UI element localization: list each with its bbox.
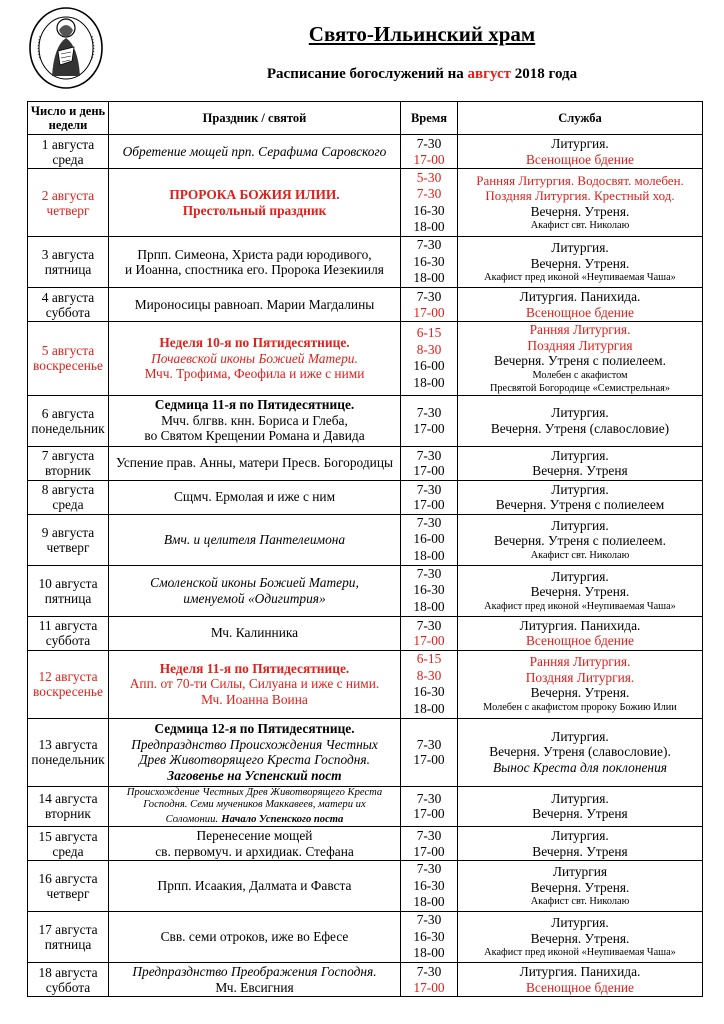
service-line: Вечерня. Утреня. xyxy=(530,584,630,599)
time-value: 16-30 xyxy=(413,253,445,269)
date-label: 16 августа xyxy=(38,871,98,886)
feast-cell xyxy=(109,237,401,288)
feast-line: Прпп. Симеона, Христа ради юродивого, xyxy=(137,246,372,262)
time-cell xyxy=(401,395,458,446)
time-cell xyxy=(401,169,458,237)
feast-cell xyxy=(109,135,401,169)
date-label: 9 августа xyxy=(41,524,95,540)
feast-line: Мч. Иоанна Воина xyxy=(201,691,308,707)
service-cell xyxy=(458,963,703,997)
time-value: 16-00 xyxy=(413,358,445,374)
date-label: 5 августа xyxy=(41,343,95,359)
feast-line: Смоленской иконы Божией Матери, xyxy=(150,575,359,590)
time-value: 7-30 xyxy=(416,617,442,633)
table-row xyxy=(28,786,703,827)
weekday-label: пятница xyxy=(44,590,92,606)
weekday-label: воскресенье xyxy=(33,358,103,374)
feast-line: ПРОРОКА БОЖИЯ ИЛИИ. xyxy=(169,187,340,202)
time-value: 8-30 xyxy=(416,341,442,357)
service-line: Литургия xyxy=(552,864,608,879)
time-cell xyxy=(401,135,458,169)
time-value: 18-00 xyxy=(413,270,445,286)
date-label: 10 августа xyxy=(38,575,98,591)
feast-text: Соломонии. xyxy=(165,813,219,825)
feast-line: и Иоанна, спостника его. Пророка Иезекииля xyxy=(125,262,384,277)
service-line: Акафист пред иконой «Неупиваемая Чаша» xyxy=(484,947,676,958)
time-value: 7-30 xyxy=(416,237,442,253)
service-cell xyxy=(458,480,703,514)
date-cell xyxy=(28,786,109,827)
time-value: 18-00 xyxy=(413,598,445,614)
service-line: Литургия. xyxy=(551,728,609,744)
time-value: 17-00 xyxy=(413,463,445,478)
feast-line: Успение прав. Анны, матери Пресв. Богородицы xyxy=(115,455,394,471)
service-cell xyxy=(458,135,703,169)
weekday-label: вторник xyxy=(45,806,91,822)
table-row xyxy=(28,861,703,912)
feast-line: именуемой «Одигитрия» xyxy=(183,590,326,606)
feast-cell xyxy=(109,718,401,786)
page-title: Свято-Ильинский храм xyxy=(308,22,536,46)
schedule-table xyxy=(27,101,703,997)
feast-line: Почаевской иконы Божией Матери. xyxy=(151,350,358,366)
subtitle-prefix: Расписание богослужений на xyxy=(266,66,468,82)
weekday-label: суббота xyxy=(45,979,91,995)
service-cell xyxy=(458,912,703,963)
service-cell xyxy=(458,237,703,288)
time-value: 17-00 xyxy=(413,979,445,995)
feast-line xyxy=(111,812,398,827)
time-value: 18-00 xyxy=(413,700,445,716)
service-line: Литургия. xyxy=(551,481,609,497)
time-value: 7-30 xyxy=(416,136,442,151)
date-cell xyxy=(28,616,109,650)
time-cell xyxy=(401,786,458,827)
time-cell xyxy=(401,446,458,480)
service-line: Вечерня. Утреня. xyxy=(530,879,630,895)
feast-line: Мироносицы равноап. Марии Магдалины xyxy=(134,296,375,312)
date-label: 4 августа xyxy=(41,289,95,305)
date-cell xyxy=(28,963,109,997)
feast-line: Господня. Семи мучеников Маккавеев, матери их xyxy=(143,799,366,810)
service-line: Всенощное бдение xyxy=(526,979,634,995)
feast-cell xyxy=(109,395,401,446)
service-line: Вечерня. Утреня. xyxy=(530,203,630,219)
service-cell xyxy=(458,395,703,446)
service-line: Ранняя Литургия. xyxy=(529,322,631,337)
date-label: 13 августа xyxy=(38,737,98,752)
time-value: 16-30 xyxy=(413,877,445,893)
date-cell xyxy=(28,565,109,616)
time-value: 7-30 xyxy=(416,790,442,806)
service-line: Акафист пред иконой «Неупиваемая Чаша» xyxy=(484,272,676,283)
weekday-label: четверг xyxy=(46,886,90,901)
service-line: Литургия. xyxy=(551,136,609,151)
feast-cell xyxy=(109,786,401,827)
service-line: Вечерня. Утреня с полиелеем. xyxy=(494,533,666,548)
date-cell xyxy=(28,514,109,565)
time-value: 16-30 xyxy=(413,928,445,944)
time-cell xyxy=(401,827,458,861)
table-row xyxy=(28,827,703,861)
service-line: Литургия. xyxy=(551,447,609,463)
service-line: Литургия. xyxy=(551,915,609,930)
feast-line: Сщмч. Ермолая и иже с ним xyxy=(173,489,336,505)
service-line: Вечерня. Утреня xyxy=(532,806,628,822)
service-line: Поздняя Литургия. Крестный ход. xyxy=(485,188,675,204)
time-value: 7-30 xyxy=(416,289,442,304)
table-row xyxy=(28,514,703,565)
date-cell xyxy=(28,237,109,288)
table-row xyxy=(28,395,703,446)
time-value: 17-00 xyxy=(413,420,445,436)
feast-line: Престольный праздник xyxy=(182,202,327,218)
feast-cell xyxy=(109,861,401,912)
date-cell xyxy=(28,650,109,718)
weekday-label: четверг xyxy=(46,539,90,555)
service-cell xyxy=(458,861,703,912)
time-value: 17-00 xyxy=(413,304,445,320)
service-line: Вечерня. Утреня. xyxy=(530,255,630,271)
service-cell xyxy=(458,322,703,396)
feast-line: Происхождение Честных Древ Животворящего Креста xyxy=(126,786,383,798)
service-line: Вечерня. Утреня (славословие) xyxy=(490,420,670,436)
service-line: Литургия. Панихида. xyxy=(519,964,641,979)
feast-line: Перенесение мощей xyxy=(196,828,313,843)
service-line: Молебен с акафистом пророку Божию Илии xyxy=(483,701,677,713)
service-line: Вечерня. Утреня. xyxy=(530,930,630,946)
date-label: 18 августа xyxy=(38,964,98,980)
weekday-label: среда xyxy=(52,151,84,167)
service-line: Литургия. Панихида. xyxy=(519,289,641,304)
fast-start-text: Начало Успенского поста xyxy=(221,813,344,825)
time-value: 16-00 xyxy=(413,531,445,547)
column-header-service: Служба xyxy=(458,102,703,135)
service-line: Вынос Креста для поклонения xyxy=(492,759,667,775)
date-cell xyxy=(28,480,109,514)
table-row xyxy=(28,288,703,322)
date-label: 7 августа xyxy=(41,448,95,463)
service-line: Пресвятой Богородице «Семистрельная» xyxy=(489,382,671,394)
service-line: Вечерня. Утреня (славословие). xyxy=(489,744,671,760)
date-cell xyxy=(28,135,109,169)
service-line: Литургия. xyxy=(551,240,609,255)
feast-cell xyxy=(109,827,401,861)
table-row xyxy=(28,718,703,786)
time-value: 6-15 xyxy=(416,325,442,341)
table-row xyxy=(28,963,703,997)
time-value: 17-00 xyxy=(413,806,445,822)
feast-line: Мчч. Трофима, Феофила и иже с ними xyxy=(144,366,365,381)
service-line: Акафист пред иконой «Неупиваемая Чаша» xyxy=(484,600,676,612)
service-line: Литургия. xyxy=(551,405,609,420)
time-cell xyxy=(401,237,458,288)
time-cell xyxy=(401,514,458,565)
schedule-body xyxy=(28,135,703,997)
date-cell xyxy=(28,861,109,912)
service-line: Литургия. xyxy=(551,517,609,533)
table-row xyxy=(28,446,703,480)
time-value: 18-00 xyxy=(413,547,445,563)
feast-line: Прпп. Исаакия, Далмата и Фавста xyxy=(157,878,352,894)
feast-cell xyxy=(109,322,401,396)
time-value: 16-30 xyxy=(413,684,445,699)
weekday-label: суббота xyxy=(45,304,91,320)
date-cell xyxy=(28,322,109,396)
service-line: Вечерня. Утреня с полиелеем xyxy=(495,497,665,512)
service-cell xyxy=(458,650,703,718)
page-subtitle xyxy=(120,66,724,83)
feast-line: Предпразднство Преображения Господня. xyxy=(132,964,377,979)
time-cell xyxy=(401,616,458,650)
time-value: 7-30 xyxy=(416,736,442,752)
feast-cell xyxy=(109,446,401,480)
service-line: Литургия. xyxy=(551,828,609,843)
time-cell xyxy=(401,565,458,616)
feast-cell xyxy=(109,480,401,514)
column-header-feast: Праздник / святой xyxy=(109,102,401,135)
service-line: Литургия. xyxy=(551,568,609,584)
feast-line: Свв. семи отроков, иже во Ефесе xyxy=(160,929,349,945)
date-label: 3 августа xyxy=(41,247,95,262)
table-row xyxy=(28,912,703,963)
time-value: 7-30 xyxy=(416,861,442,877)
time-cell xyxy=(401,963,458,997)
weekday-label: вторник xyxy=(45,463,91,478)
date-cell xyxy=(28,827,109,861)
table-row xyxy=(28,169,703,237)
time-value: 16-30 xyxy=(413,582,445,598)
time-value: 7-30 xyxy=(416,912,442,928)
feast-line: Апп. от 70-ти Силы, Силуана и иже с ними. xyxy=(129,676,380,692)
church-seal-logo xyxy=(28,6,104,90)
date-cell xyxy=(28,395,109,446)
table-row xyxy=(28,480,703,514)
time-cell xyxy=(401,912,458,963)
feast-line: Обретение мощей прп. Серафима Саровского xyxy=(122,143,387,159)
date-label: 14 августа xyxy=(38,791,98,807)
weekday-label: среда xyxy=(52,843,84,859)
date-cell xyxy=(28,169,109,237)
time-cell xyxy=(401,480,458,514)
service-line: Литургия. Панихида. xyxy=(519,617,641,633)
feast-cell xyxy=(109,288,401,322)
service-line: Вечерня. Утреня с полиелеем. xyxy=(494,353,666,368)
time-value: 7-30 xyxy=(416,481,442,497)
time-value: 18-00 xyxy=(413,374,445,390)
service-line: Акафист свт. Николаю xyxy=(530,220,630,232)
time-cell xyxy=(401,322,458,396)
date-label: 1 августа xyxy=(41,136,95,152)
time-cell xyxy=(401,718,458,786)
date-label: 15 августа xyxy=(38,828,98,844)
time-value: 6-15 xyxy=(416,651,442,666)
feast-line: св. первомуч. и архидиак. Стефана xyxy=(155,843,354,859)
service-line: Ранняя Литургия. xyxy=(529,654,631,670)
time-value: 7-30 xyxy=(416,514,442,530)
time-value: 7-30 xyxy=(416,964,442,979)
feast-line: Древ Животворящего Креста Господня. xyxy=(139,752,370,767)
feast-line: Заговенье на Успенский пост xyxy=(167,767,342,783)
time-value: 17-00 xyxy=(413,843,445,859)
service-line: Акафист свт. Николаю xyxy=(530,549,630,561)
date-label: 17 августа xyxy=(38,922,98,937)
table-row xyxy=(28,616,703,650)
table-row xyxy=(28,565,703,616)
weekday-label: пятница xyxy=(44,262,92,277)
weekday-label: понедельник xyxy=(31,752,105,767)
service-line: Литургия. xyxy=(551,790,609,806)
feast-cell xyxy=(109,963,401,997)
subtitle-suffix: 2018 года xyxy=(511,66,578,82)
date-label: 12 августа xyxy=(38,669,98,684)
weekday-label: среда xyxy=(52,497,84,512)
feast-line: Мчч. блгвв. кнн. Бориса и Глеба, xyxy=(161,412,348,428)
service-line: Молебен с акафистом xyxy=(532,369,628,381)
table-header-row xyxy=(28,102,703,135)
date-cell xyxy=(28,718,109,786)
weekday-label: понедельник xyxy=(31,420,105,436)
service-cell xyxy=(458,288,703,322)
feast-cell xyxy=(109,565,401,616)
column-header-time: Время xyxy=(401,102,458,135)
time-cell xyxy=(401,288,458,322)
time-value: 18-00 xyxy=(413,894,445,910)
date-label: 11 августа xyxy=(38,618,98,633)
feast-line: Неделя 11-я по Пятидесятнице. xyxy=(159,660,350,676)
feast-line: Мч. Калинника xyxy=(210,625,299,641)
feast-cell xyxy=(109,169,401,237)
time-value: 7-30 xyxy=(416,405,442,420)
service-cell xyxy=(458,786,703,827)
feast-line: Седмица 11-я по Пятидесятнице. xyxy=(154,397,355,413)
time-cell xyxy=(401,861,458,912)
feast-cell xyxy=(109,514,401,565)
date-label: 6 августа xyxy=(41,405,95,421)
time-value: 18-00 xyxy=(413,219,445,234)
service-cell xyxy=(458,718,703,786)
date-cell xyxy=(28,288,109,322)
feast-line: Предпразднство Происхождения Честных xyxy=(131,736,378,752)
time-cell xyxy=(401,650,458,718)
service-line: Вечерня. Утреня xyxy=(532,843,628,859)
table-row xyxy=(28,237,703,288)
service-cell xyxy=(458,169,703,237)
service-line: Всенощное бдение xyxy=(526,633,634,648)
date-label: 2 августа xyxy=(41,187,95,203)
service-line: Вечерня. Утреня xyxy=(532,463,628,478)
service-line: Ранняя Литургия. Водосвят. молебен. xyxy=(476,172,684,188)
service-line: Поздняя Литургия xyxy=(527,337,633,353)
service-cell xyxy=(458,827,703,861)
time-value: 7-30 xyxy=(416,565,442,581)
service-cell xyxy=(458,514,703,565)
time-value: 7-30 xyxy=(416,186,442,201)
table-row xyxy=(28,650,703,718)
weekday-label: воскресенье xyxy=(33,684,103,699)
time-value: 8-30 xyxy=(416,667,442,683)
time-value: 5-30 xyxy=(416,169,442,185)
weekday-label: пятница xyxy=(44,937,92,952)
subtitle-month: август xyxy=(467,66,512,82)
time-value: 17-00 xyxy=(413,752,445,767)
feast-line: Седмица 12-я по Пятидесятнице. xyxy=(154,721,355,736)
time-value: 17-00 xyxy=(413,633,445,648)
service-cell xyxy=(458,446,703,480)
time-value: 18-00 xyxy=(413,945,445,961)
date-label: 8 августа xyxy=(41,482,95,497)
feast-line: Неделя 10-я по Пятидесятнице. xyxy=(159,335,350,350)
column-header-date: Число и день недели xyxy=(28,102,109,135)
feast-line: Мч. Евсигния xyxy=(215,979,294,995)
feast-line: Вмч. и целителя Пантелеимона xyxy=(163,531,346,547)
weekday-label: суббота xyxy=(45,633,91,648)
time-value: 7-30 xyxy=(416,447,442,463)
service-cell xyxy=(458,616,703,650)
service-cell xyxy=(458,565,703,616)
time-value: 17-00 xyxy=(413,497,445,512)
service-line: Вечерня. Утреня. xyxy=(530,685,630,701)
date-cell xyxy=(28,446,109,480)
service-line: Всенощное бдение xyxy=(526,151,634,167)
time-value: 16-30 xyxy=(413,202,445,218)
feast-line: во Святом Крещении Романа и Давида xyxy=(144,428,365,444)
date-cell xyxy=(28,912,109,963)
table-row xyxy=(28,135,703,169)
service-line: Поздняя Литургия. xyxy=(525,669,635,685)
time-value: 7-30 xyxy=(416,828,442,843)
weekday-label: четверг xyxy=(46,202,90,218)
feast-cell xyxy=(109,912,401,963)
service-line: Всенощное бдение xyxy=(526,304,634,320)
time-value: 17-00 xyxy=(413,151,445,167)
service-line: Акафист свт. Николаю xyxy=(530,896,630,907)
table-row xyxy=(28,322,703,396)
feast-cell xyxy=(109,616,401,650)
feast-cell xyxy=(109,650,401,718)
